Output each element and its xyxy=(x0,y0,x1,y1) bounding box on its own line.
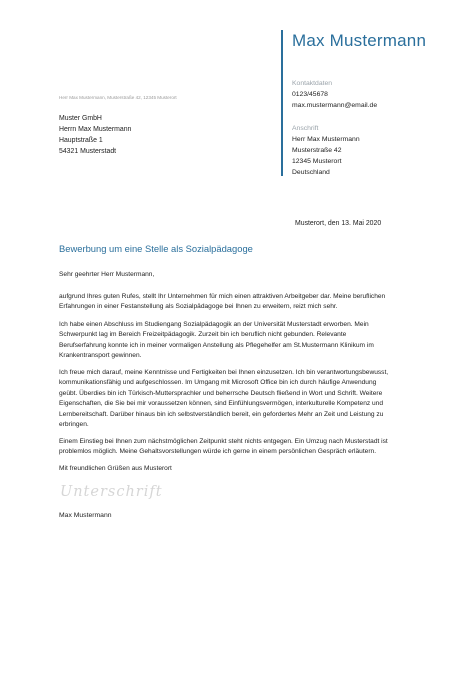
paragraph-line: Eigenschaften, die Sie bei mir voraussetzen können, sind Einfühlungsvermögen, interkulturelle Kompetenz und xyxy=(59,400,384,408)
address-heading: Anschrift xyxy=(292,125,319,132)
letter-subject: Bewerbung um eine Stelle als Sozialpädagoge xyxy=(59,243,253,254)
address-line: 12345 Musterort xyxy=(292,158,342,165)
letter-date: Musterort, den 13. Mai 2020 xyxy=(295,220,382,227)
paragraph-line: Lernbereitschaft. Darüber hinaus bin ich selbstverständlich bereit, ein gefordertes Mehr an Zeit und Leistung zu xyxy=(59,410,384,418)
closing-line: Mit freundlichen Grüßen aus Musterort xyxy=(59,465,172,472)
paragraph-line: Berufserfahrung konnte ich in meiner vormaligen Anstellung als Pflegehelfer am St.Mustermann Klinikum im xyxy=(59,341,374,349)
contact-heading: Kontaktdaten xyxy=(292,80,333,87)
paragraph-line: kommunikationsfähig und aufgeschlossen. Im Umgang mit Microsoft Office bin ich durch häufige Anwendung xyxy=(59,379,377,387)
address-line: Herr Max Mustermann xyxy=(292,136,360,143)
paragraph-line: problemlos möglich. Meine Gehaltsvorstellungen würde ich gerne in einem persönlichen Gespräch erläutern. xyxy=(59,448,377,456)
signature-name: Max Mustermann xyxy=(59,512,112,519)
paragraph-line: Krankentransport gewinnen. xyxy=(59,352,142,360)
body-paragraph xyxy=(59,368,417,430)
contact-block xyxy=(292,78,377,111)
salutation: Sehr geehrter Herr Mustermann, xyxy=(59,271,155,278)
paragraph-line: Ich freue mich darauf, meine Kenntnisse und Fertigkeiten bei Ihnen einzusetzen. Ich bin verantwortungsbewusst, xyxy=(59,369,389,376)
address-line: Musterstraße 42 xyxy=(292,147,342,154)
contact-phone: 0123/45678 xyxy=(292,91,328,98)
paragraph-line: Erfahrungen in einer Festanstellung als Sozialpädagoge bei Ihnen zu erweitern, reizt mich sehr. xyxy=(59,303,338,311)
recipient-block xyxy=(59,113,131,157)
body-paragraph xyxy=(59,292,417,313)
recipient-line: Hauptstraße 1 xyxy=(59,137,103,144)
paragraph-line: Ich habe einen Abschluss im Studiengang Sozialpädagogik an der Universität Musterstadt erworben. Mein xyxy=(59,321,369,328)
contact-email: max.mustermann@email.de xyxy=(292,102,378,109)
paragraph-line: aufgrund Ihres guten Rufes, stellt Ihr Unternehmen für mich einen attraktiven Arbeitgeber dar. Meine beruflichen xyxy=(59,293,386,300)
recipient-line: Herrn Max Mustermann xyxy=(59,126,132,133)
recipient-line: 54321 Musterstadt xyxy=(59,148,117,155)
paragraph-line: geübt. Überdies bin ich Türkisch-Muttersprachler und beherrsche Deutsch fließend in Wort und Schrift. Weitere xyxy=(59,389,383,397)
paragraph-line: erbringen. xyxy=(59,421,89,429)
return-address-line: Herr Max Mustermann, Musterstraße 42, 12345 Musterort xyxy=(59,95,177,100)
body-paragraph xyxy=(59,437,417,458)
accent-divider-line xyxy=(281,30,283,176)
recipient-line: Muster GmbH xyxy=(59,115,102,122)
signature-placeholder: Unterschrift xyxy=(60,484,163,500)
address-line: Deutschland xyxy=(292,169,330,176)
body-paragraph xyxy=(59,320,417,362)
paragraph-line: Schwerpunkt lag im Bereich Freizeitpädagogik. Zurzeit bin ich beruflich nicht gebunden. Relevante xyxy=(59,331,347,339)
sender-address-block xyxy=(292,123,360,178)
sender-name-heading: Max Mustermann xyxy=(292,31,427,50)
paragraph-line: Einem Einstieg bei Ihnen zum nächstmöglichen Zeitpunkt steht nichts entgegen. Ein Umzug nach Musterstadt ist xyxy=(59,438,388,445)
